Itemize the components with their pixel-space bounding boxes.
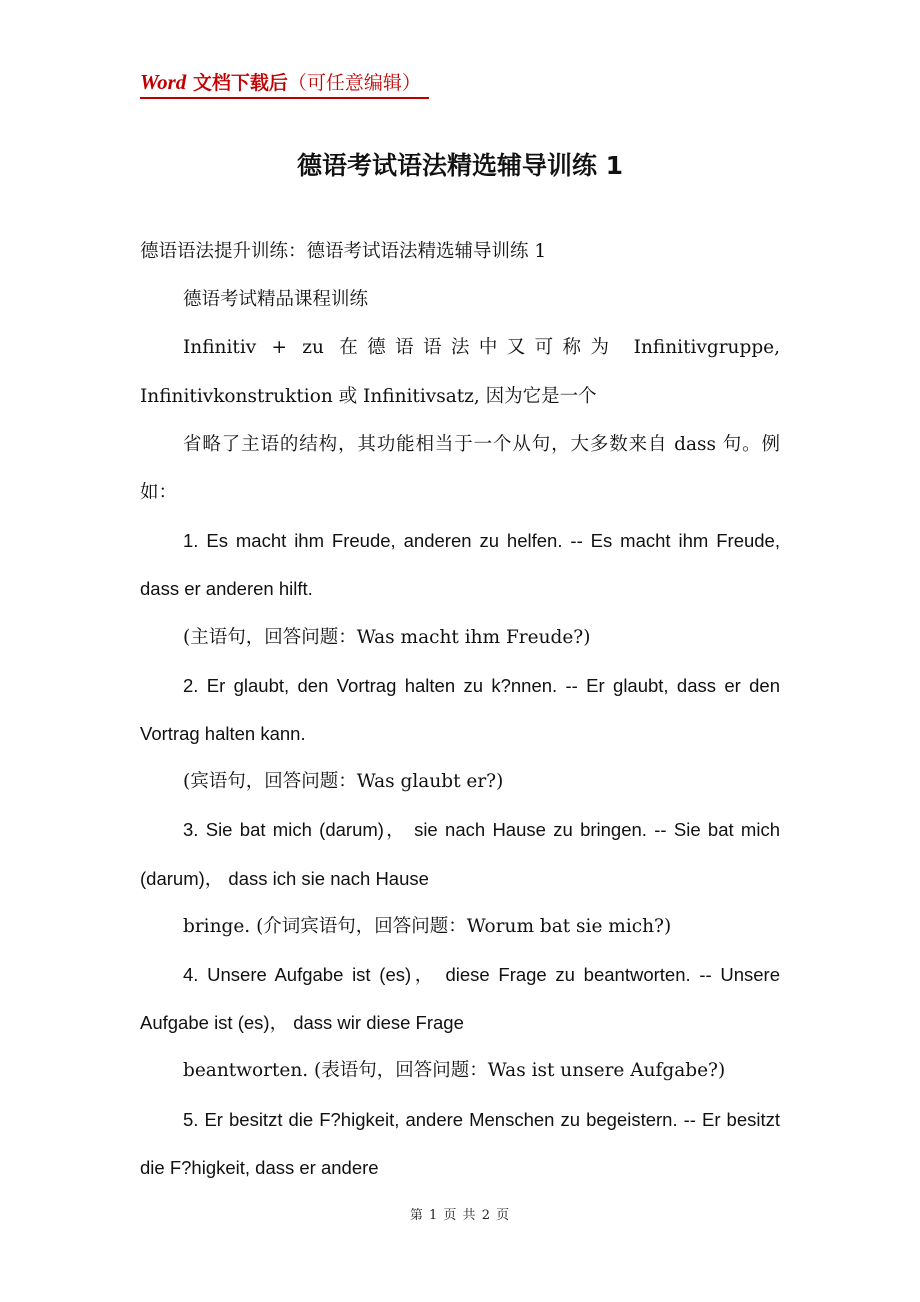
example-1-note: (主语句，回答问题：Was macht ihm Freude?) xyxy=(183,626,591,648)
paragraph-subtitle: 德语语法提升训练：德语考试语法精选辅导训练 1 xyxy=(140,241,547,262)
example-3-note: bringe. (介词宾语句，回答问题：Worum bat sie mich?) xyxy=(183,915,672,937)
document-body xyxy=(140,228,780,1192)
example-4-note: beantworten. (表语句，回答问题：Was ist unsere Aufgabe?) xyxy=(183,1060,726,1082)
banner-word: Word xyxy=(140,70,187,94)
example-5: 5. Er besitzt die F?higkeit, andere Menschen zu begeistern. -- Er besitzt die F?higkeit, dass er andere xyxy=(140,1108,780,1178)
document-title: 德语考试语法精选辅导训练 1 xyxy=(296,151,624,180)
paragraph-explanation: 省略了主语的结构，其功能相当于一个从句，大多数来自 dass 句。例如： xyxy=(140,433,780,504)
example-2: 2. Er glaubt, den Vortrag halten zu k?nnen. -- Er glaubt, dass er den Vortrag halten kann. xyxy=(140,674,780,745)
example-3: 3. Sie bat mich (darum)， sie nach Hause zu bringen. -- Sie bat mich (darum)， dass ich sie nach Hause xyxy=(140,819,780,889)
page-footer: 第 1 页 共 2 页 xyxy=(409,1208,511,1223)
example-2-note: (宾语句，回答问题：Was glaubt er?) xyxy=(183,771,504,793)
paragraph-course: 德语考试精品课程训练 xyxy=(183,289,369,311)
example-4: 4. Unsere Aufgabe ist (es)， diese Frage zu beantworten. -- Unsere Aufgabe ist (es)， dass wir diese Frage xyxy=(140,964,780,1034)
paragraph-infinitiv: Infinitiv + zu 在德语语法中又可称为 Infinitivgruppe, Infinitivkonstruktion 或 Infinitivsatz, 因为它是一个 xyxy=(140,337,780,407)
banner-download-text: 文档下载后 xyxy=(186,72,288,94)
download-banner xyxy=(140,68,429,99)
banner-editable-text: （可任意编辑） xyxy=(287,72,421,94)
example-1: 1. Es macht ihm Freude, anderen zu helfen. -- Es macht ihm Freude, dass er anderen hilft. xyxy=(140,530,780,600)
